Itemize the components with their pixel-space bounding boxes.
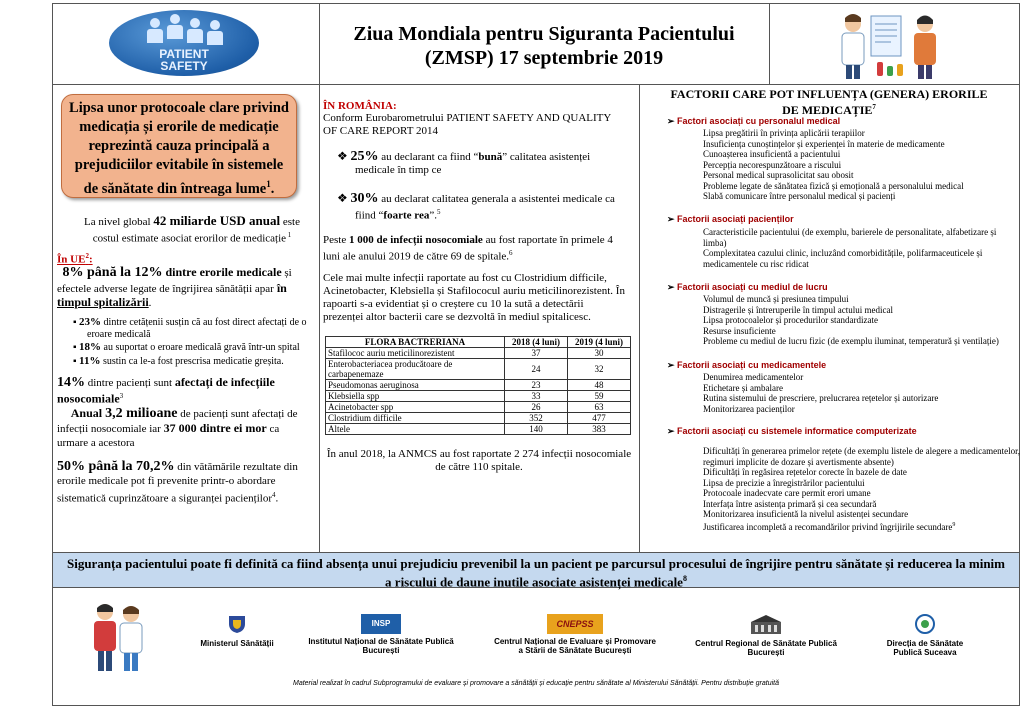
person-icon bbox=[207, 20, 223, 46]
table-header-row: FLORA BACTRERIANA 2018 (4 luni) 2019 (4 luni) bbox=[326, 337, 631, 348]
preventable-harm-stat: 50% până la 70,2% din vătămările rezultate din erorile medicale pot fi prevenite printr-o abordare sistematică cuprinzătoare a siguranței pacienților$^4$. bbox=[57, 459, 298, 505]
right-column bbox=[639, 84, 1019, 552]
bad-quality-stat: ❖ 30% au declarat calitatea generala a asistentei medicale ca fiind “foarte rea”.$^5$ bbox=[337, 191, 615, 222]
anmcs-reported-text: În anul 2018, la ANMCS au fost raportate 2 274 infecții nosocomiale de către 110 spitale. bbox=[326, 448, 632, 473]
center-column bbox=[319, 84, 640, 552]
table-row: Clostridium difficile 352 477 bbox=[326, 413, 631, 424]
distribution-note: Material realizat în cadrul Subprogramului de evaluare și promovare a sănătății și educație pentru sănătate al Ministerului Sănătății. Pentru distribuție gratuită bbox=[293, 680, 779, 687]
factor-section-heading: ➢ Factorii asociați cu medicamentele bbox=[667, 360, 826, 371]
good-quality-stat: ❖ 25% au declarant ca fiind “bună” calitatea asistenței medicale în timp ce bbox=[337, 149, 591, 176]
table-row: Pseudomonas aeruginosa 23 48 bbox=[326, 380, 631, 391]
header-divider bbox=[769, 4, 770, 84]
header-divider bbox=[319, 4, 320, 84]
institution-dsp-suceava: Direcția de Sănătate Publică Suceava bbox=[865, 614, 985, 657]
institution-ministry: Ministerul Sănătății bbox=[189, 614, 285, 648]
logo-text: SAFETY bbox=[160, 59, 208, 73]
annual-patients-stat: Anual 3,2 milioane de pacienți sunt afectați de infecții nosocomiale iar 37 000 dintre ei mor ca urmare a acestora bbox=[57, 406, 298, 449]
poster-frame bbox=[52, 3, 1020, 706]
patient-safety-logo bbox=[109, 10, 259, 76]
table-row: Klebsiella spp 33 59 bbox=[326, 391, 631, 402]
factor-section-heading: ➢ Factorii asociați cu sistemele informatice computerizate bbox=[667, 426, 917, 437]
logo-text: PATIENT bbox=[159, 47, 209, 61]
global-cost-text: La nivel global 42 miliarde USD anual este costul estimate asociat erorilor de medicație $^1$ bbox=[84, 213, 300, 245]
nosocomial-infections-stat: 14% dintre pacienți sunt afectați de infecțiile nosocomiale$^3$ bbox=[57, 375, 275, 406]
bullet-item: ▪ 11% sustin ca le-a fost prescrisa medicatie greșita. bbox=[73, 355, 284, 367]
table-row: Acinetobacter spp 26 63 bbox=[326, 402, 631, 413]
building-icon bbox=[749, 614, 783, 634]
person-icon bbox=[147, 18, 163, 44]
factor-section-heading: ➢ Factorii asociați cu mediul de lucru bbox=[667, 282, 828, 293]
definition-banner: Siguranța pacientului poate fi definită ca fiind absența unui prejudiciu prevenibil la un pacient pe parcursul procesului de îngrijire pentru sănătate și reducerea la minim a riscului de daune inutile asociate asistenței medicale$^8$ bbox=[53, 552, 1019, 588]
institution-cnepss: CNEPSS Centrul Național de Evaluare și Promovare a Stării de Sănătate București bbox=[477, 614, 673, 655]
bacteria-paragraph: Cele mai multe infecții raportate au fost cu Clostridium difficile, Acinetobacter, Klebsiella și Stafilococul auriu meticilinorezistent. În rapoarti s-a evidentiat și o creștere cu 10 la sută a detectării prezenței altor bacterii care se dezvoltă în mediul spitalicesc. bbox=[323, 272, 625, 323]
person-icon bbox=[167, 14, 183, 40]
table-row: Altele 140 383 bbox=[326, 424, 631, 435]
factors-title: FACTORII CARE POT INFLUENȚA (GENERA) ERORILE DE MEDICAȚIE$^7$ bbox=[670, 87, 988, 117]
factor-list: Volumul de muncă și presiunea timpului Distragerile și întreruperile în timpul actului medical Lipsa protocoalelor și procedurilor standardizate Resurse insuficiente Probleme cu mediul de lucru fizic (de exemplu iluminat, temperatură și ventilație) bbox=[703, 294, 999, 346]
person-icon bbox=[187, 18, 203, 44]
table-row: Stafilococ auriu meticilinorezistent 37 30 bbox=[326, 348, 631, 359]
bacterial-flora-table bbox=[325, 336, 631, 435]
key-message-callout: Lipsa unor protocoale clare privind medicația și erorile de medicație reprezintă cauza principală a prejudiciilor evitabile în sistemele de sănătate din întreaga lume$^1$. bbox=[61, 94, 297, 198]
page-title: Ziua Mondiala pentru Siguranta Pacientului (ZMSP) 17 septembrie 2019 bbox=[353, 23, 735, 69]
doctor-patient-illustration-icon bbox=[87, 598, 147, 676]
bullet-item: ▪ 23% dintre cetățenii susțin că au fost direct afectați de o eroare medicală bbox=[73, 316, 307, 340]
bullet-item: ▪ 18% au suportat o eroare medicală gravă într-un spital bbox=[73, 341, 300, 353]
eurobarometer-intro: Conform Eurobarometrului PATIENT SAFETY AND QUALITY OF CARE REPORT 2014 bbox=[323, 112, 612, 137]
table-row: Enterobacteriacea producătoare de carbapenemaze 24 32 bbox=[326, 359, 631, 380]
dsp-emblem-icon bbox=[914, 614, 936, 634]
eu-label: În $UE^2$: bbox=[57, 252, 93, 266]
factor-list: Lipsa pregătirii în privința aplicării terapiilor Insuficiența cunoștințelor și experienței în materie de medicamente Cunoașterea insuficientă a pacientului Percepția necorespunzătoare a riscului Personal medical suprasolicitat sau obosit Probleme legate de sănătatea fizică și emoțională a personalului medical Slabă comunicare între personalul medical și pacienți bbox=[703, 128, 964, 201]
footer bbox=[53, 588, 1019, 705]
cnepss-logo: CNEPSS bbox=[547, 614, 603, 634]
factor-list: Dificultăți în generarea primelor rețete (de exemplu listele de alegere a medicamentelor, regimuri implicite de dozare și avertismente absente) Dificultăți în regăsirea rețetelor corecte în bazele de date Lipsa de precizie a înregistrărilor pacientului Protocoale inadecvate care permit erori umane Interfața între asistența primară și cea secundară Monitorizarea insuficientă la nivelul asistenței secundare Justificarea incompletă a recomandărilor privind îngrijirile secundare$^9$ bbox=[703, 446, 1020, 532]
infections-reported-text: Peste 1 000 de infecții nosocomiale au fost raportate în primele 4 luni ale anului 2019 de către 69 de spitale.$^6$ bbox=[323, 234, 613, 263]
factor-list: Denumirea medicamentelor Etichetare și ambalare Rutina sistemului de prescriere, prelucrarea rețetelor și autorizare Monitorizarea pacienților bbox=[703, 372, 939, 414]
romania-heading: ÎN ROMÂNIA: bbox=[323, 100, 397, 112]
institution-regional: Centrul Regional de Sănătate Publică București bbox=[681, 614, 851, 657]
insp-logo: INSP bbox=[361, 614, 401, 634]
factor-section-heading: ➢ Factorii asociați pacienților bbox=[667, 214, 794, 225]
eu-medical-errors-stat: 8% până la 12% dintre erorile medicale și efectele adverse legate de îngrijirea sănătății apar în timpul spitalizării. bbox=[57, 265, 292, 309]
left-column bbox=[53, 84, 320, 552]
coat-of-arms-icon bbox=[226, 614, 248, 634]
header bbox=[53, 4, 1019, 85]
factor-list: Caracteristicile pacientului (de exemplu, barierele de personalitate, alfabetizare și limba) Complexitatea cazului clinic, incluzând comorbiditățile, polifarmaceuticele și medicamentele cu risc ridicat bbox=[703, 227, 997, 269]
doctors-illustration-icon bbox=[833, 10, 953, 80]
main-content bbox=[53, 84, 1019, 552]
factor-section-heading: ➢ Factori asociați cu personalul medical bbox=[667, 116, 840, 127]
institution-insp: INSP Institutul Național de Sănătate Publică București bbox=[297, 614, 465, 655]
